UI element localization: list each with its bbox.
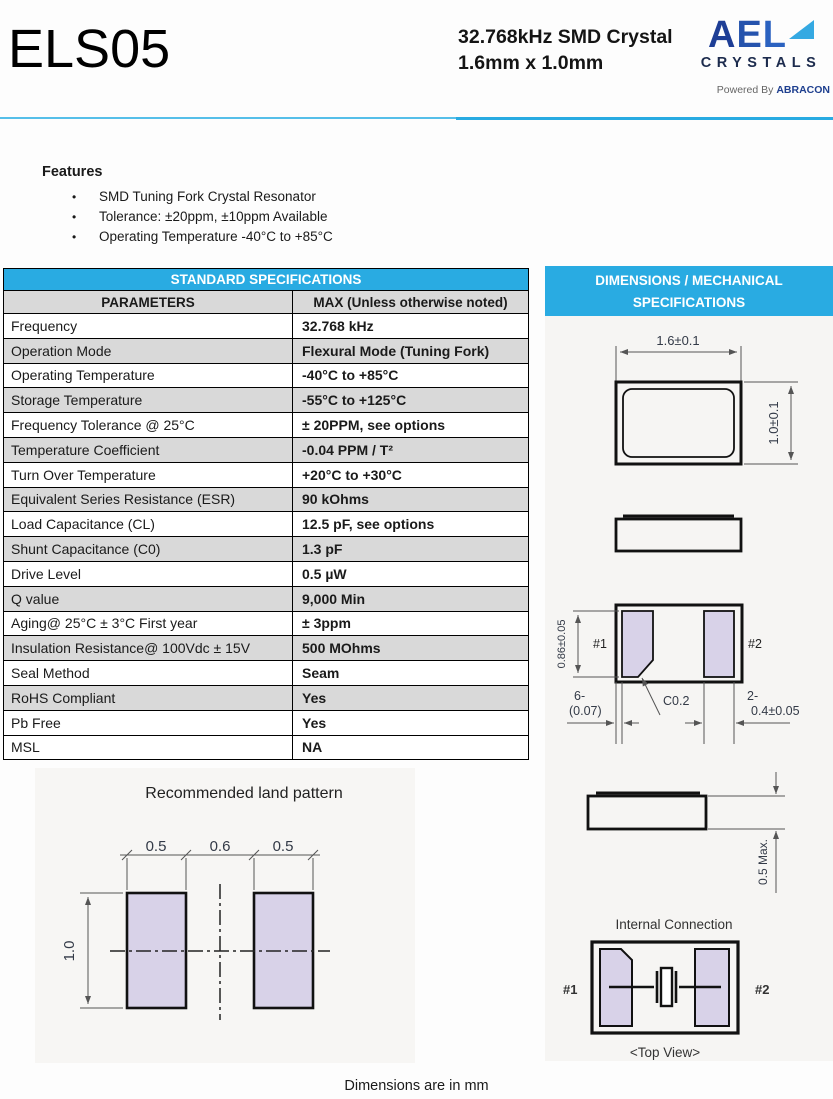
value-cell: 0.5 µW (302, 565, 347, 582)
param-cell: Equivalent Series Resistance (ESR) (4, 488, 293, 512)
param-cell: Pb Free (4, 711, 293, 735)
drawing-side-view-height (588, 772, 785, 893)
value-cell: 500 MOhms (302, 640, 381, 657)
note-right-line2: 0.4±0.05 (751, 704, 800, 718)
table-row (4, 735, 528, 760)
logo-triangle-icon (789, 20, 814, 39)
table-row (4, 561, 528, 586)
table-row (4, 710, 528, 735)
value-cell: -55°C to +125°C (302, 392, 407, 409)
dim-pad-width-left: 0.5 (145, 838, 167, 855)
logo-letter-a: A (707, 14, 737, 56)
logo-subtext: CRYSTALS (700, 55, 822, 71)
value-cell: +20°C to +30°C (302, 466, 402, 483)
param-cell: MSL (4, 736, 293, 760)
table-row (4, 363, 528, 388)
dim-height-label: 1.0±0.1 (766, 401, 781, 445)
param-cell: Frequency Tolerance @ 25°C (4, 413, 293, 437)
note-right-line1: 2- (747, 689, 759, 703)
table-row (4, 635, 528, 660)
note-left-line2: (0.07) (569, 704, 602, 718)
mechanical-drawings (545, 316, 833, 1061)
company-logo (692, 16, 830, 96)
units-note: Dimensions are in mm (344, 1078, 489, 1094)
feature-item (42, 207, 333, 227)
param-cell: Operating Temperature (4, 364, 293, 388)
internal-pad-2-label: #2 (755, 982, 770, 997)
header-divider-right (456, 117, 833, 120)
product-title-line2: 1.6mm x 1.0mm (458, 52, 604, 74)
feature-item (42, 227, 333, 247)
table-row (4, 536, 528, 561)
param-cell: Drive Level (4, 562, 293, 586)
dim-gap-center: 0.6 (209, 838, 231, 855)
land-pattern-title: Recommended land pattern (145, 785, 343, 802)
param-cell: Seal Method (4, 661, 293, 685)
drawing-bottom-view (556, 605, 800, 744)
spec-table-header-row (4, 290, 528, 313)
drawing-top-view (616, 333, 798, 464)
param-cell: Q value (4, 587, 293, 611)
column-header-max: MAX (Unless otherwise noted) (313, 294, 508, 310)
table-row (4, 462, 528, 487)
param-cell: Load Capacitance (CL) (4, 512, 293, 536)
value-cell: -0.04 PPM / T² (302, 441, 394, 458)
spec-table-title: STANDARD SPECIFICATIONS (4, 269, 528, 290)
bullet-icon: • (72, 230, 77, 244)
crystal-symbol (661, 968, 672, 1006)
column-header-parameters: PARAMETERS (4, 291, 293, 313)
value-cell: ± 3ppm (302, 615, 351, 632)
value-cell: 90 kOhms (302, 491, 369, 508)
param-cell: RoHS Compliant (4, 686, 293, 710)
dimensions-title-line1: DIMENSIONS / MECHANICAL (595, 273, 783, 288)
dimensions-panel-title (545, 266, 833, 316)
spec-table-body (4, 313, 528, 759)
features-heading: Features (42, 164, 103, 180)
value-cell: 9,000 Min (302, 590, 366, 607)
param-cell: Storage Temperature (4, 388, 293, 412)
table-row (4, 611, 528, 636)
logo-letter-l: L (762, 14, 788, 56)
table-row (4, 387, 528, 412)
value-cell: NA (302, 739, 323, 756)
powered-by-prefix: Powered By (716, 84, 777, 96)
table-row (4, 487, 528, 512)
value-cell: Seam (302, 665, 340, 682)
header-divider-left (0, 117, 456, 119)
table-row (4, 313, 528, 338)
chamfer-label: C0.2 (663, 694, 690, 708)
table-row (4, 338, 528, 363)
logo-wordmark (692, 16, 830, 54)
param-cell: Temperature Coefficient (4, 438, 293, 462)
param-cell: Frequency (4, 314, 293, 338)
param-cell: Operation Mode (4, 339, 293, 363)
pad-1-label: #1 (593, 637, 607, 651)
bullet-icon: • (72, 190, 77, 204)
dim-width-label: 1.6±0.1 (656, 333, 700, 348)
product-title (458, 24, 673, 76)
drawing-internal-connection (563, 917, 769, 1060)
param-cell: Insulation Resistance@ 100Vdc ± 15V (4, 636, 293, 660)
dim-pad-height-label: 0.86±0.05 (556, 619, 568, 669)
product-name: ELS05 (8, 19, 171, 79)
product-title-line1: 32.768kHz SMD Crystal (458, 26, 673, 48)
value-cell: Flexural Mode (Tuning Fork) (302, 342, 490, 359)
feature-text: SMD Tuning Fork Crystal Resonator (99, 189, 316, 204)
dim-pad-height: 1.0 (61, 940, 78, 962)
table-row (4, 511, 528, 536)
dim-pad-width-right: 0.5 (272, 838, 294, 855)
param-cell: Turn Over Temperature (4, 463, 293, 487)
powered-by (692, 84, 830, 96)
param-cell: Aging@ 25°C ± 3°C First year (4, 612, 293, 636)
value-cell: Yes (302, 714, 327, 731)
value-cell: Yes (302, 689, 327, 706)
feature-text: Operating Temperature -40°C to +85°C (99, 229, 333, 244)
land-pattern-drawing (40, 770, 400, 1070)
top-view-caption: <Top View> (629, 1045, 701, 1060)
bullet-icon: • (72, 210, 77, 224)
pad-2-shape (704, 611, 734, 677)
table-row (4, 660, 528, 685)
value-cell: 32.768 kHz (302, 317, 374, 334)
pad-1-shape (622, 611, 653, 677)
internal-connection-title: Internal Connection (615, 917, 733, 932)
value-cell: ± 20PPM, see options (302, 417, 446, 434)
table-row (4, 412, 528, 437)
table-row (4, 437, 528, 462)
dim-max-height-label: 0.5 Max. (756, 838, 770, 886)
powered-by-brand: ABRACON (776, 84, 830, 96)
feature-text: Tolerance: ±20ppm, ±10ppm Available (99, 209, 328, 224)
table-row (4, 685, 528, 710)
features-section (42, 164, 333, 247)
feature-item (42, 187, 333, 207)
table-row (4, 586, 528, 611)
value-cell: 12.5 pF, see options (302, 516, 435, 533)
value-cell: -40°C to +85°C (302, 367, 399, 384)
spec-table (3, 268, 529, 760)
logo-letter-e: E (736, 14, 763, 56)
value-cell: 1.3 pF (302, 541, 343, 558)
pad-2-label: #2 (748, 637, 762, 651)
note-left-line1: 6- (574, 689, 586, 703)
dimensions-title-line2: SPECIFICATIONS (632, 295, 746, 310)
internal-pad-1-label: #1 (563, 982, 578, 997)
drawing-side-view (616, 516, 741, 551)
param-cell: Shunt Capacitance (C0) (4, 537, 293, 561)
